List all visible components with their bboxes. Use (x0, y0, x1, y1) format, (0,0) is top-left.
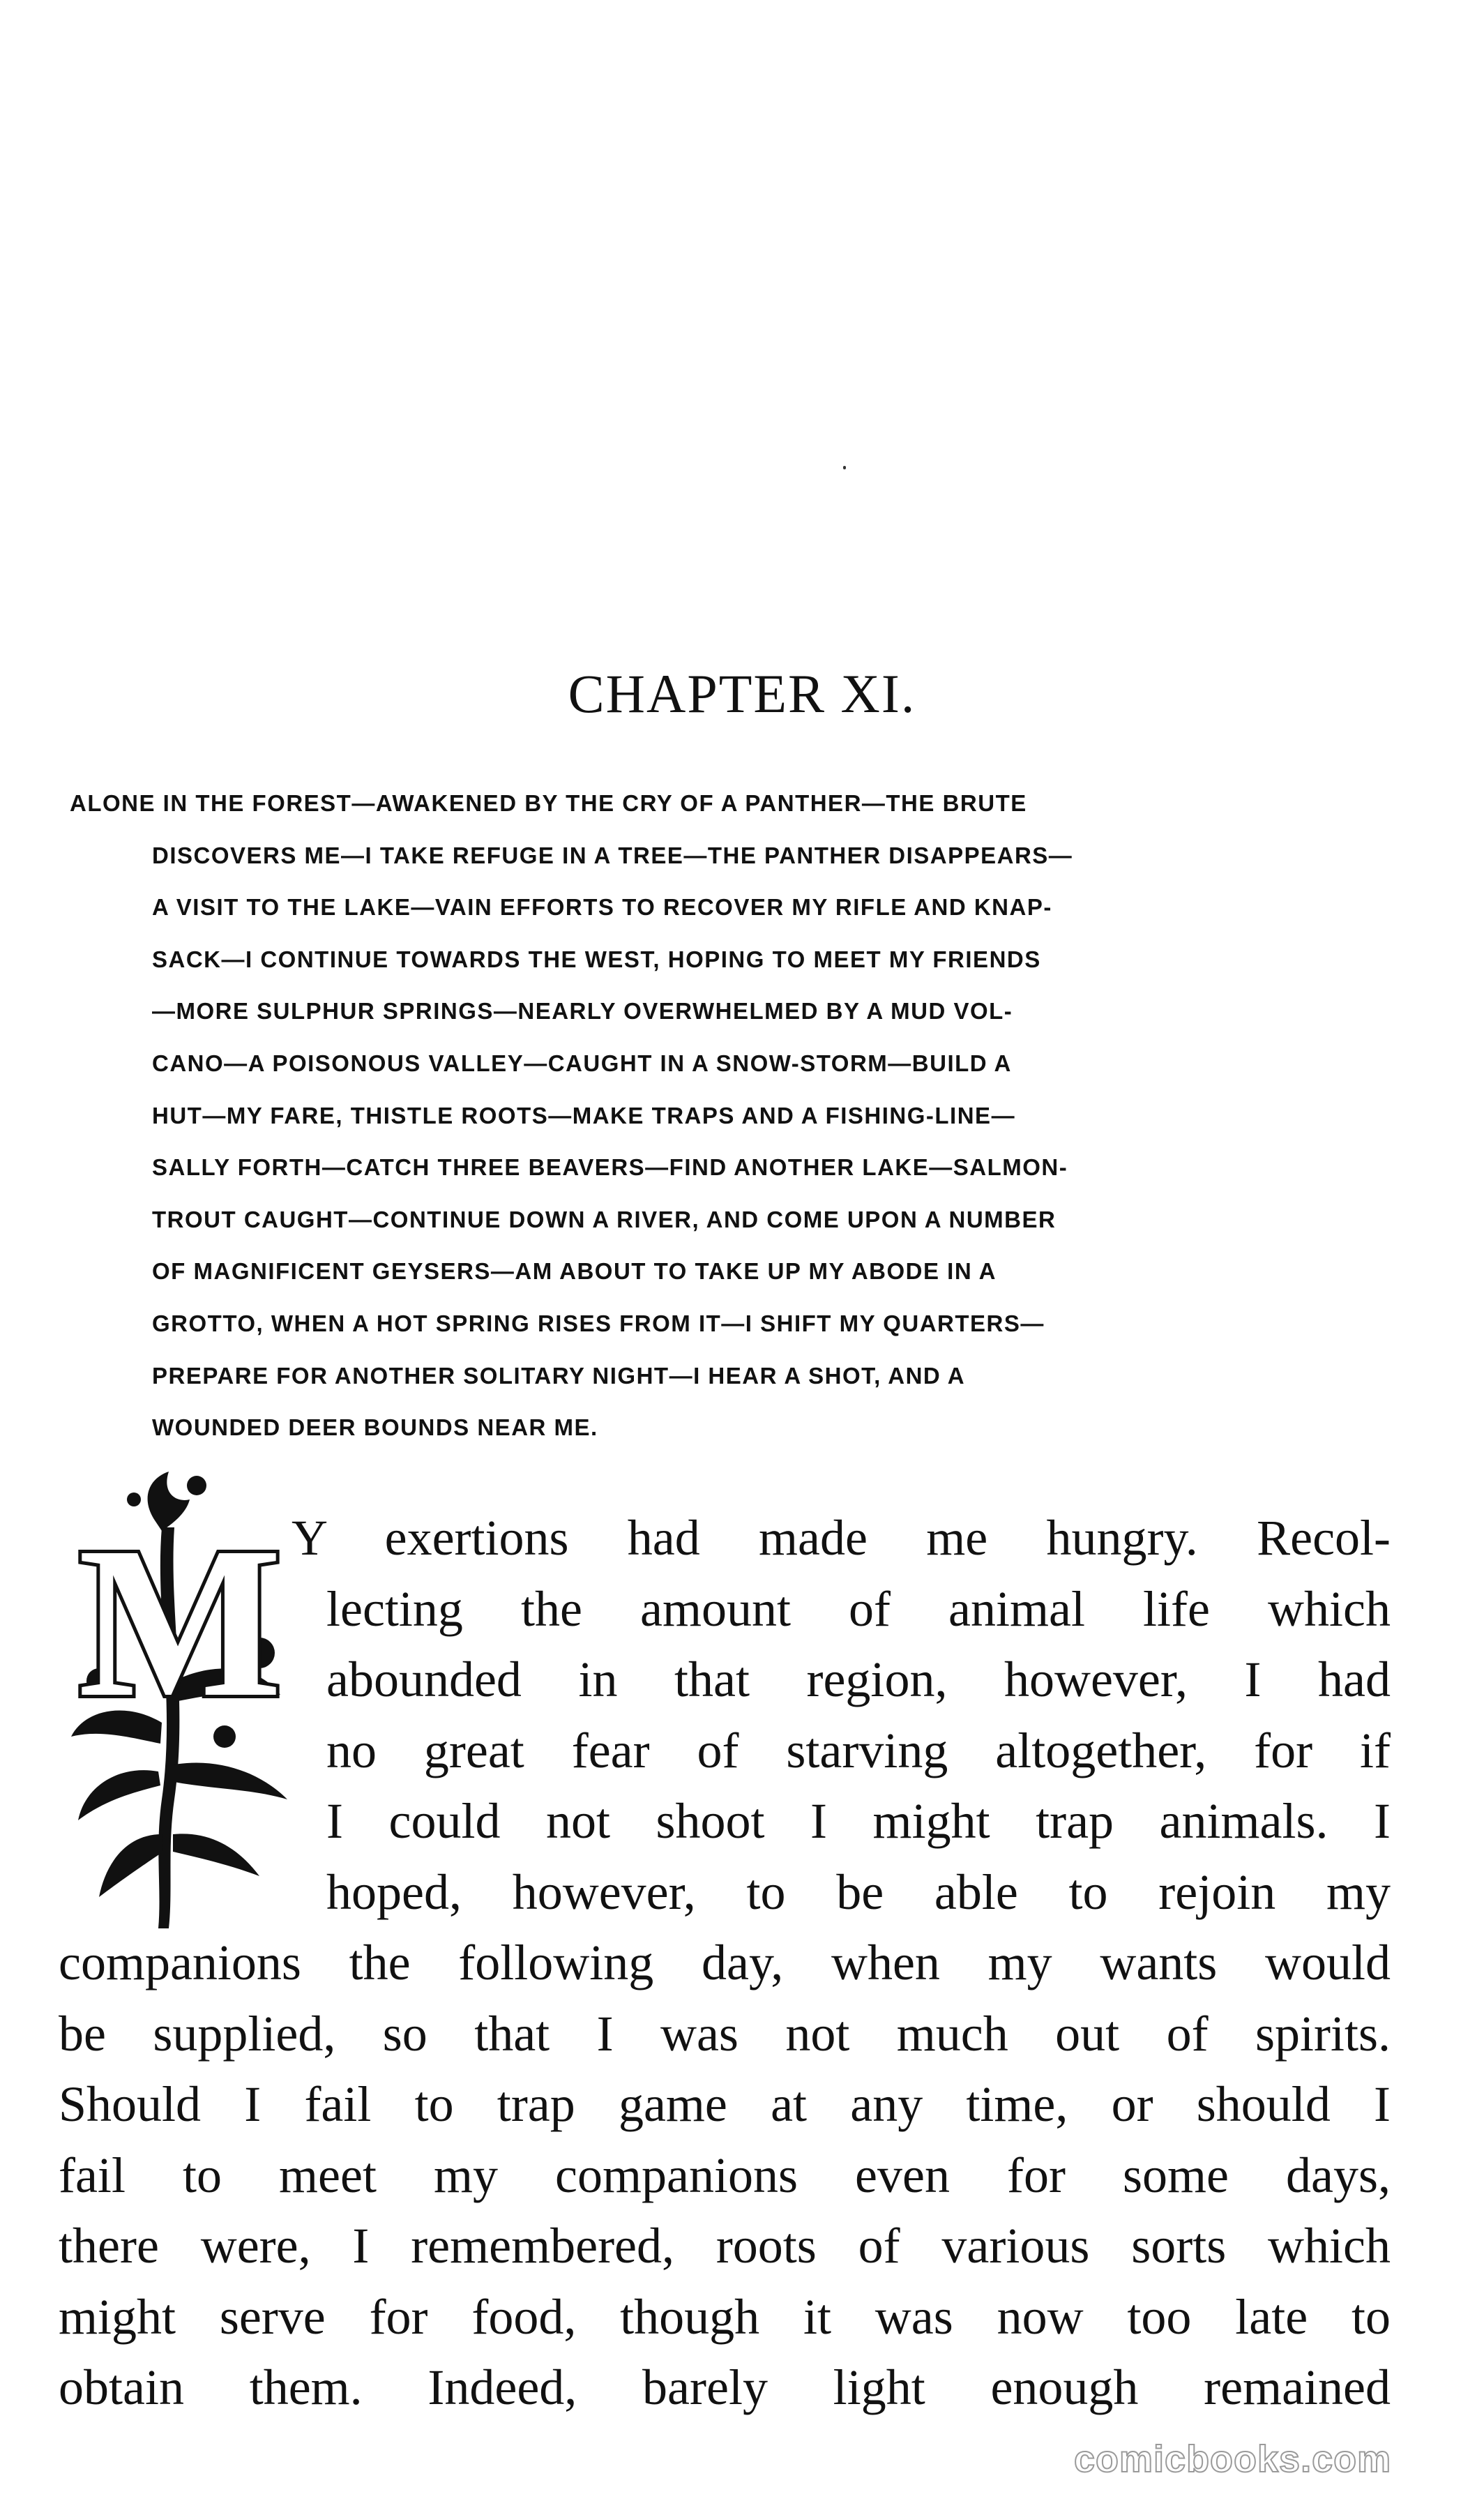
chapter-title: CHAPTER XI. (568, 663, 916, 724)
chapter-synopsis (70, 778, 1409, 1454)
synopsis-line: —MORE SULPHUR SPRINGS—NEARLY OVERWHELMED BY A MUD VOL- (152, 998, 1013, 1025)
paper-speck (843, 466, 846, 469)
text-line: abounded in that region, however, I had (326, 1652, 1391, 1707)
text-line: companions the following day, when my wants would (59, 1935, 1391, 1990)
synopsis-line: SACK—I CONTINUE TOWARDS THE WEST, HOPING TO MEET MY FRIENDS (152, 946, 1041, 972)
body-paragraph (59, 1503, 1391, 2424)
synopsis-line: SALLY FORTH—CATCH THREE BEAVERS—FIND ANOTHER LAKE—SALMON- (152, 1154, 1068, 1181)
synopsis-line: DISCOVERS ME—I TAKE REFUGE IN A TREE—THE PANTHER DISAPPEARS— (152, 842, 1073, 868)
text-line: fail to meet my companions even for some days, (59, 2147, 1391, 2203)
text-line: hoped, however, to be able to rejoin my (326, 1864, 1391, 1920)
dropcap-letter: M (78, 1503, 282, 1742)
synopsis-line: HUT—MY FARE, THISTLE ROOTS—MAKE TRAPS AND A FISHING-LINE— (152, 1102, 1016, 1128)
synopsis-line: OF MAGNIFICENT GEYSERS—AM ABOUT TO TAKE UP MY ABODE IN A (152, 1258, 997, 1285)
text-line: might serve for food, though it was now too late to (59, 2288, 1391, 2345)
synopsis-line: WOUNDED DEER BOUNDS NEAR ME. (152, 1414, 598, 1441)
synopsis-line: CANO—A POISONOUS VALLEY—CAUGHT IN A SNOW-STORM—BUILD A (152, 1050, 1012, 1076)
synopsis-line: ALONE IN THE FOREST—AWAKENED BY THE CRY OF A PANTHER—THE BRUTE (70, 790, 1027, 816)
text-line: no great fear of starving altogether, for if (326, 1722, 1391, 1778)
watermark: comicbooks.com (1074, 2438, 1392, 2480)
synopsis-line: PREPARE FOR ANOTHER SOLITARY NIGHT—I HEAR A SHOT, AND A (152, 1362, 966, 1389)
text-line: lecting the amount of animal life which (326, 1580, 1391, 1637)
text-line: be supplied, so that I was not much out of spirits. (59, 2005, 1391, 2062)
synopsis-line: A VISIT TO THE LAKE—VAIN EFFORTS TO RECOVER MY RIFLE AND KNAP- (152, 894, 1052, 921)
text-line: Should I fail to trap game at any time, or should I (59, 2076, 1391, 2132)
text-line: there were, I remembered, roots of various sorts which (59, 2218, 1391, 2274)
text-line: obtain them. Indeed, barely light enough remained (59, 2359, 1391, 2415)
synopsis-line: GROTTO, WHEN A HOT SPRING RISES FROM IT—I SHIFT MY QUARTERS— (152, 1310, 1045, 1336)
text-line: I could not shoot I might trap animals. I (326, 1793, 1391, 1849)
synopsis-line: TROUT CAUGHT—CONTINUE DOWN A RIVER, AND COME UPON A NUMBER (152, 1206, 1057, 1232)
text-line: Y exertions had made me hungry. Recol- (292, 1510, 1391, 1566)
